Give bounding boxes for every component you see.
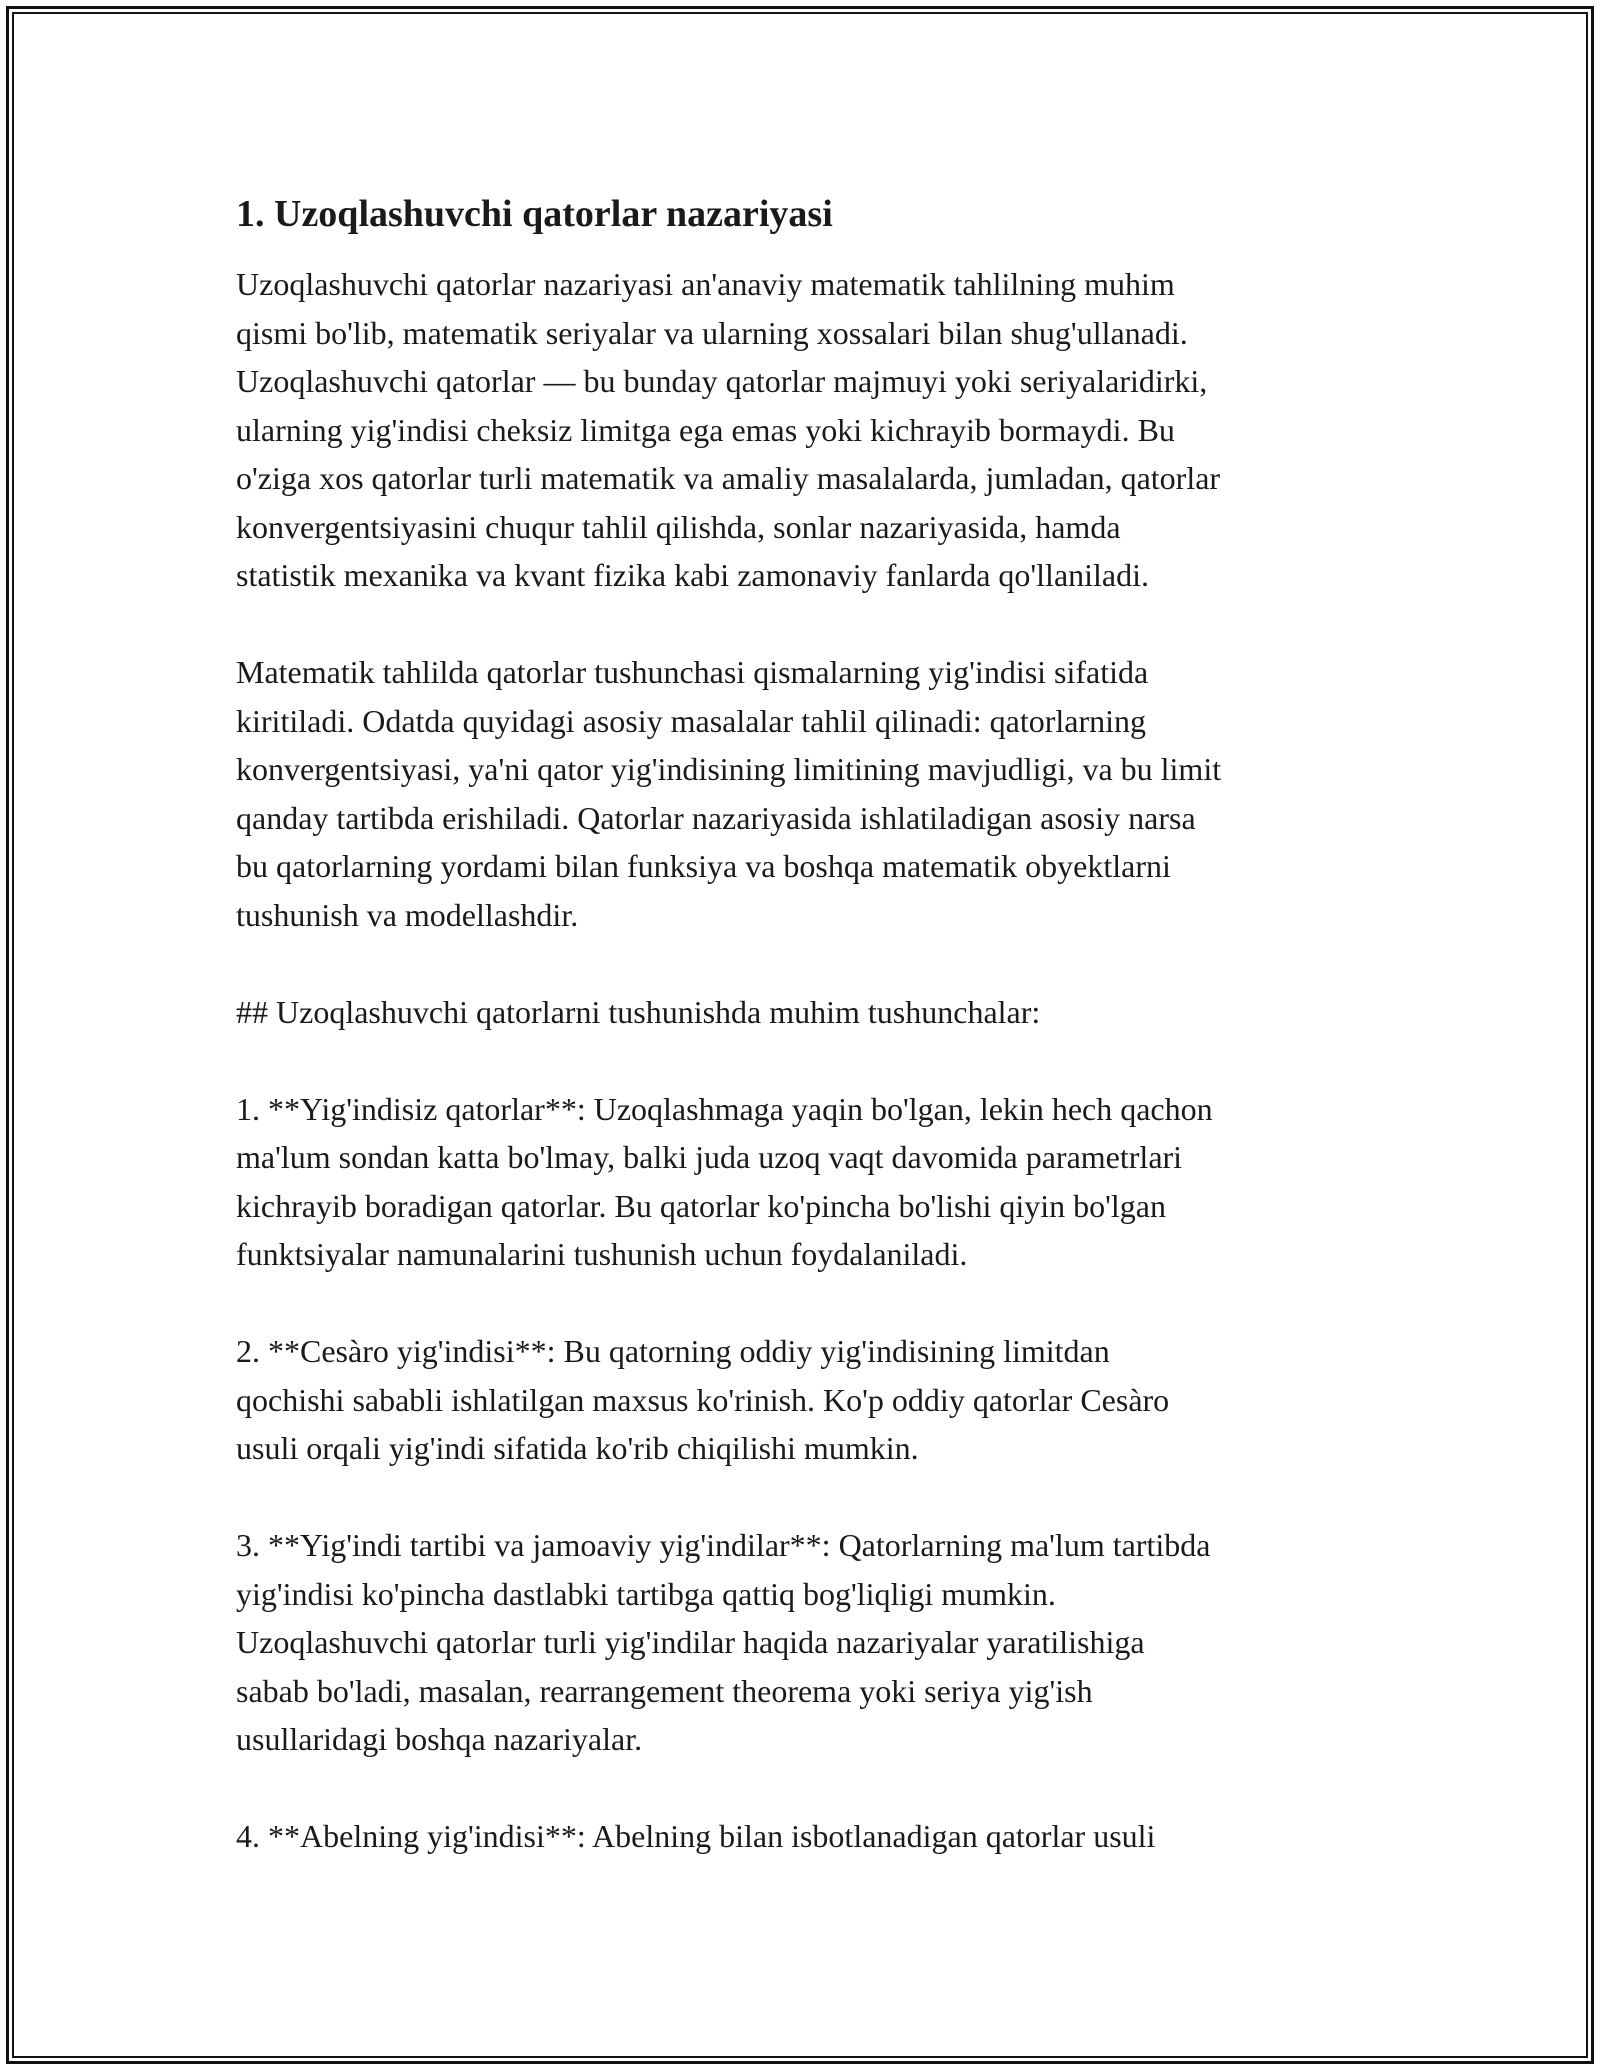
document-title: 1. Uzoqlashuvchi qatorlar nazariyasi bbox=[236, 193, 833, 235]
analysis-paragraph: Matematik tahlilda qatorlar tushunchasi qismalarning yig'indisi sifatida kiritiladi. Odatda quyidagi asosiy masalalar tahlil qilinadi: qatorlarning konvergentsiyasi, ya'ni qator yig'indisining limitining mavjudligi, va bu limit qanday tartibda erishiladi. Qatorlar nazariyasida ishlatiladigan asosiy narsa bu qatorlarning yordami bilan funksiya va boshqa matematik obyektlarni tushunish va modellashdir. bbox=[236, 654, 1222, 933]
intro-paragraph: Uzoqlashuvchi qatorlar nazariyasi an'anaviy matematik tahlilning muhim qismi bo'lib, matematik seriyalar va ularning xossalari bilan shug'ullanadi. Uzoqlashuvchi qatorlar — bu bunday qatorlar majmuyi yoki seriyalaridirki, ularning yig'indisi cheksiz limitga ega emas yoki kichrayib bormaydi. Bu o'ziga xos qatorlar turli matematik va amaliy masalalarda, jumladan, qatorlar konvergentsiyasini chuqur tahlil qilishda, sonlar nazariyasida, hamda statistik mexanika va kvant fizika kabi zamonaviy fanlarda qo'llaniladi. bbox=[236, 266, 1221, 593]
list-item-3: 3. **Yig'indi tartibi va jamoaviy yig'indilar**: Qatorlarning ma'lum tartibda yig'indisi ko'pincha dastlabki tartibga qattiq bog'liqligi mumkin. Uzoqlashuvchi qatorlar turli yig'indilar haqida nazariyalar yaratilishiga sabab bo'ladi, masalan, rearrangement theorema yoki seriya yig'ish usullaridagi boshqa nazariyalar. bbox=[236, 1527, 1211, 1757]
list-item-1: 1. **Yig'indisiz qatorlar**: Uzoqlashmaga yaqin bo'lgan, lekin hech qachon ma'lum sondan katta bo'lmay, balki juda uzoq vaqt davomida parametrlari kichrayib boradigan qatorlar. Bu qatorlar ko'pincha bo'lishi qiyin bo'lgan funktsiyalar namunalarini tushunish uchun foydalaniladi. bbox=[236, 1090, 1213, 1272]
list-item-4: 4. **Abelning yig'indisi**: Abelning bilan isbotlanadigan qatorlar usuli bbox=[236, 1818, 1156, 1854]
document-page bbox=[236, 190, 1386, 1909]
list-item-2: 2. **Cesàro yig'indisi**: Bu qatorning oddiy yig'indisining limitdan qochishi sababli ishlatilgan maxsus ko'rinish. Ko'p oddiy qatorlar Cesàro usuli orqali yig'indi sifatida ko'rib chiqilishi mumkin. bbox=[236, 1333, 1170, 1466]
section-heading-line: ## Uzoqlashuvchi qatorlarni tushunishda muhim tushunchalar: bbox=[236, 993, 1041, 1030]
